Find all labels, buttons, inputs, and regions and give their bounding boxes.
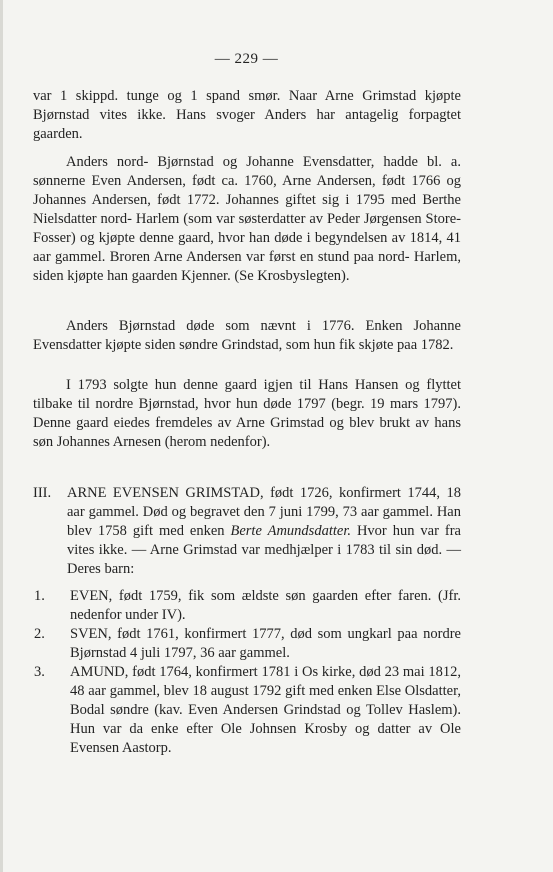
paragraph-4: I 1793 solgte hun denne gaard igjen til Hans Hansen og flyttet tilbake til nordre Bjørnstad, hvor hun døde 1797 (begr. 19 mars 1797). Denne gaard eiedes fremdeles av Arne Grimstad og blev brukt av hans søn Johannes Arnesen (herom nedenfor). bbox=[33, 377, 461, 450]
paragraph-3: Anders Bjørnstad døde som nævnt i 1776. Enken Johanne Evensdatter kjøpte siden søndre Grindstad, som hun fik skjøte paa 1782. bbox=[33, 318, 461, 353]
list-item-number: 1. bbox=[34, 588, 45, 604]
list-item-number: 3. bbox=[34, 664, 45, 680]
list-item bbox=[33, 625, 461, 663]
children-list bbox=[33, 587, 461, 758]
list-item-text: EVEN, født 1759, fik som ældste søn gaarden efter faren. (Jfr. nedenfor under IV). bbox=[70, 588, 461, 623]
section-text-after: Hvor hun var fra vites ikke. — Arne Grimstad var medhjælper i 1783 til sin død. — Deres barn: bbox=[67, 523, 461, 577]
section-number: III. bbox=[33, 485, 52, 501]
page-number: — 229 — bbox=[214, 51, 279, 67]
list-item bbox=[33, 663, 461, 758]
list-item bbox=[33, 587, 461, 625]
paragraph-2: Anders nord- Bjørnstad og Johanne Evensdatter, hadde bl. a. sønnerne Even Andersen, født ca. 1760, Arne Andersen, født 1766 og Johannes Andersen, født 1772. Johannes giftet sig i 1795 med Berthe Nielsdatter nord- Harlem (som var søsterdatter av Peder Jørgensen Store-Fosser) og kjøpte denne gaard, hvor han døde i begyndelsen av 1814, 41 aar gammel. Broren Arne Andersen var først en stund paa nord- Harlem, siden kjøpte han gaarden Kjenner. (Se Krosbyslegten). bbox=[33, 154, 461, 284]
section-text-before: ARNE EVENSEN GRIMSTAD, født 1726, konfirmert 1744, 18 aar gammel. Død og begravet den 7 juni 1799, 73 aar gammel. Han blev 1758 gift med enken bbox=[67, 485, 461, 539]
section-text-italic: Berte Amundsdatter. bbox=[230, 523, 351, 539]
list-item-number: 2. bbox=[34, 626, 45, 642]
section-heading bbox=[33, 484, 461, 579]
section-text bbox=[67, 484, 461, 579]
page-edge bbox=[0, 0, 3, 872]
section-iii bbox=[33, 484, 461, 756]
paragraph-1: var 1 skippd. tunge og 1 spand smør. Naar Arne Grimstad kjøpte Bjørnstad vites ikke. Hans svoger Anders har antagelig forpagtet gaarden. bbox=[33, 88, 461, 142]
list-item-text: AMUND, født 1764, konfirmert 1781 i Os kirke, død 23 mai 1812, 48 aar gammel, blev 18 august 1792 gift med enken Else Olsdatter, Bodal søndre (kav. Even Andersen Grindstad og Tollev Haslem). Hun var da enke efter Ole Johnsen Krosby og datter av Ole Evensen Aastorp. bbox=[70, 664, 461, 756]
list-item-text: SVEN, født 1761, konfirmert 1777, død som ungkarl paa nordre Bjørnstad 4 juli 1797, 36 aar gammel. bbox=[70, 626, 461, 661]
